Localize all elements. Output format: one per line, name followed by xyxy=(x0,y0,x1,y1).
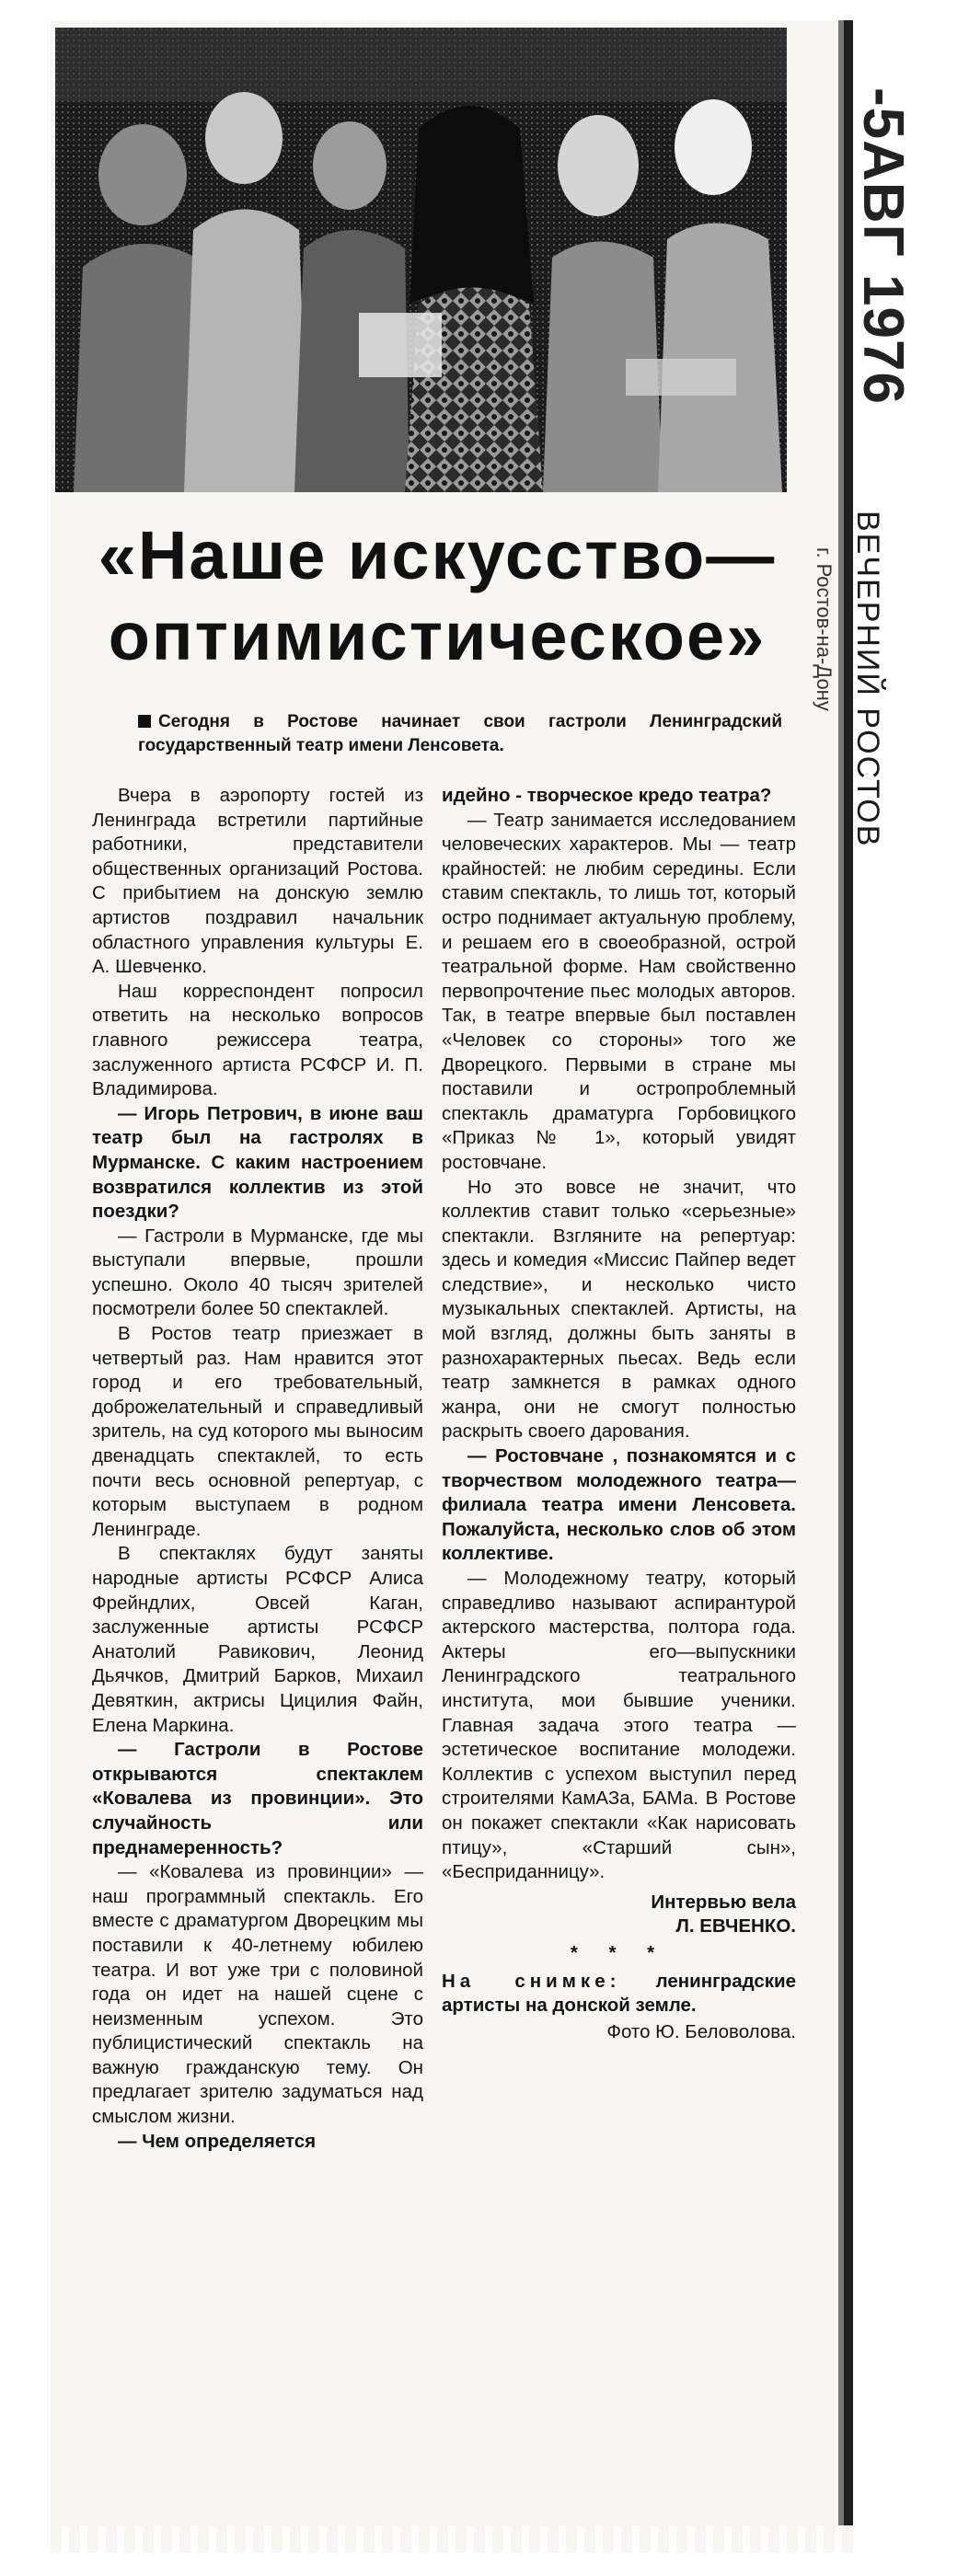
article-paragraph: В Ростов театр приезжает в четвертый раз. Нам нравится этот город и его требовательный, доброжелательный и справедливый зритель, на суд которого мы выносим двенадцать спектаклей, то есть почти весь основной репертуар, с которым выступаем в родном Ленинграде. xyxy=(92,1323,423,1540)
interview-question: идейно - творческое кредо театра? xyxy=(442,785,772,806)
signature-prefix: Интервью вела xyxy=(651,1891,796,1913)
caption-text: ленинградские артисты на донской земле. xyxy=(442,1970,796,2017)
photo-caption xyxy=(442,1970,796,2018)
photo-credit: Фото Ю. Беловолова. xyxy=(606,2020,796,2042)
newspaper-city: г. Ростов-на-Дону xyxy=(813,547,836,711)
section-divider-stars: * * * xyxy=(570,1941,668,1963)
torn-edge xyxy=(51,2525,853,2553)
signature-name: Л. ЕВЧЕНКО. xyxy=(675,1915,796,1938)
interview-question: — Ростовчане , познакомятся и с творчеством молодежного театра—филиала театра имени Ленсовета. Пожалуйста, несколько слов об этом коллективе. xyxy=(442,1445,796,1565)
headline-line-1: «Наше искусство— xyxy=(98,517,777,593)
article-lead xyxy=(138,710,782,758)
column-1 xyxy=(92,784,423,2154)
interview-question: — Игорь Петрович, в июне ваш театр был на гастролях в Мурманске. С каким настроением возвратился коллектив из этой поездки? xyxy=(92,1102,423,1223)
interview-question: — Гастроли в Ростове открываются спектаклем «Ковалева из провинции». Это случайность или преднамеренность? xyxy=(92,1739,423,1858)
article-paragraph: — Гастроли в Мурманске, где мы выступали впервые, прошли успешно. Около 40 тысяч зрителей посмотрели более 50 спектаклей. xyxy=(92,1225,423,1320)
article-paragraph: Вчера в аэропорту гостей из Ленинграда встретили партийные работники, представители общественных организаций Ростова. С прибытием на донскую землю артистов поздравил начальник областного управления культуры Е. А. Шевченко. xyxy=(92,785,423,978)
newspaper-name: ВЕЧЕРНИЙ РОСТОВ xyxy=(850,511,885,848)
lead-square-marker xyxy=(138,715,151,728)
article-paragraph: Но это вовсе не значит, что коллектив ставит только «серьезные» спектакли. Взгляните на репертуар: здесь и комедия «Миссис Пайпер ведет следствие», и несколько чисто музыкальных спектаклей. Артисты, на мой взгляд, должны быть заняты в разнохарактерных пьесах. Ведь если театр замкнется в рамках одного жанра, они не смогут полностью раскрыть своего дарования. xyxy=(442,1176,796,1443)
lead-text: Сегодня в Ростове начинает свои гастроли Ленинградский государственный театр имени Ленсовета. xyxy=(138,712,782,755)
article-photo xyxy=(55,28,787,492)
headline-line-2: оптимистическое» xyxy=(108,598,767,674)
article-headline xyxy=(74,515,801,677)
article-paragraph: — «Ковалева из провинции» — наш программный спектакль. Его вместе с драматургом Дворецким мы поставили к 40-летнему юбилею театра. И вот уже три с половиной года он идет на нашей сцене с неизменным успехом. Это публицистический спектакль на важную гражданскую тему. Он предлагает зрителю задуматься над смыслом жизни. xyxy=(92,1861,423,2128)
article-paragraph: — Театр занимается исследованием человеческих характеров. Мы — театр крайностей: не любим середины. Если ставим спектакль, то лишь тот, который остро поднимает актуальную проблему, и решаем его в своеобразной, острой театральной форме. Нам свойственно первопрочтение пьес молодых авторов. Так, в театре впервые был поставлен «Человек со стороны» того же Дворецкого. Первыми в стране мы поставили и остропроблемный спектакль драматурга Горбовицкого «Приказ № 1», который увидят ростовчане. xyxy=(442,809,796,1173)
date-stamp: -5АВГ 1976 xyxy=(851,87,915,405)
article-paragraph: Наш корреспондент попросил ответить на несколько вопросов главного режиссера театра, заслуженного артиста РСФСР И. П. Владимирова. xyxy=(92,980,423,1100)
caption-label: На снимке: xyxy=(442,1970,621,1992)
article-paragraph: В спектаклях будут заняты народные артисты РСФСР Алиса Фрейндлих, Овсей Каган, заслуженные артисты РСФСР Анатолий Равикович, Леонид Дьячков, Дмитрий Барков, Михаил Девяткин, актрисы Цицилия Файн, Елена Маркина. xyxy=(92,1543,423,1736)
article-paragraph: — Молодежному театру, который справедливо называют аспирантурой актерского мастерства, полтора года. Актеры его—выпускники Ленинградского театрального института, мои бывшие ученики. Главная задача этого театра — эстетическое воспитание молодежи. Коллектив с успехом выступил перед строителями КамАЗа, БАМа. В Ростове он покажет спектакли «Как нарисовать птицу», «Старший сын», «Бесприданницу». xyxy=(442,1568,796,1883)
column-2 xyxy=(442,784,796,2044)
photo-illustration xyxy=(55,28,787,492)
author-signature xyxy=(442,1891,796,1939)
interview-question: — Чем определяется xyxy=(118,2130,317,2152)
